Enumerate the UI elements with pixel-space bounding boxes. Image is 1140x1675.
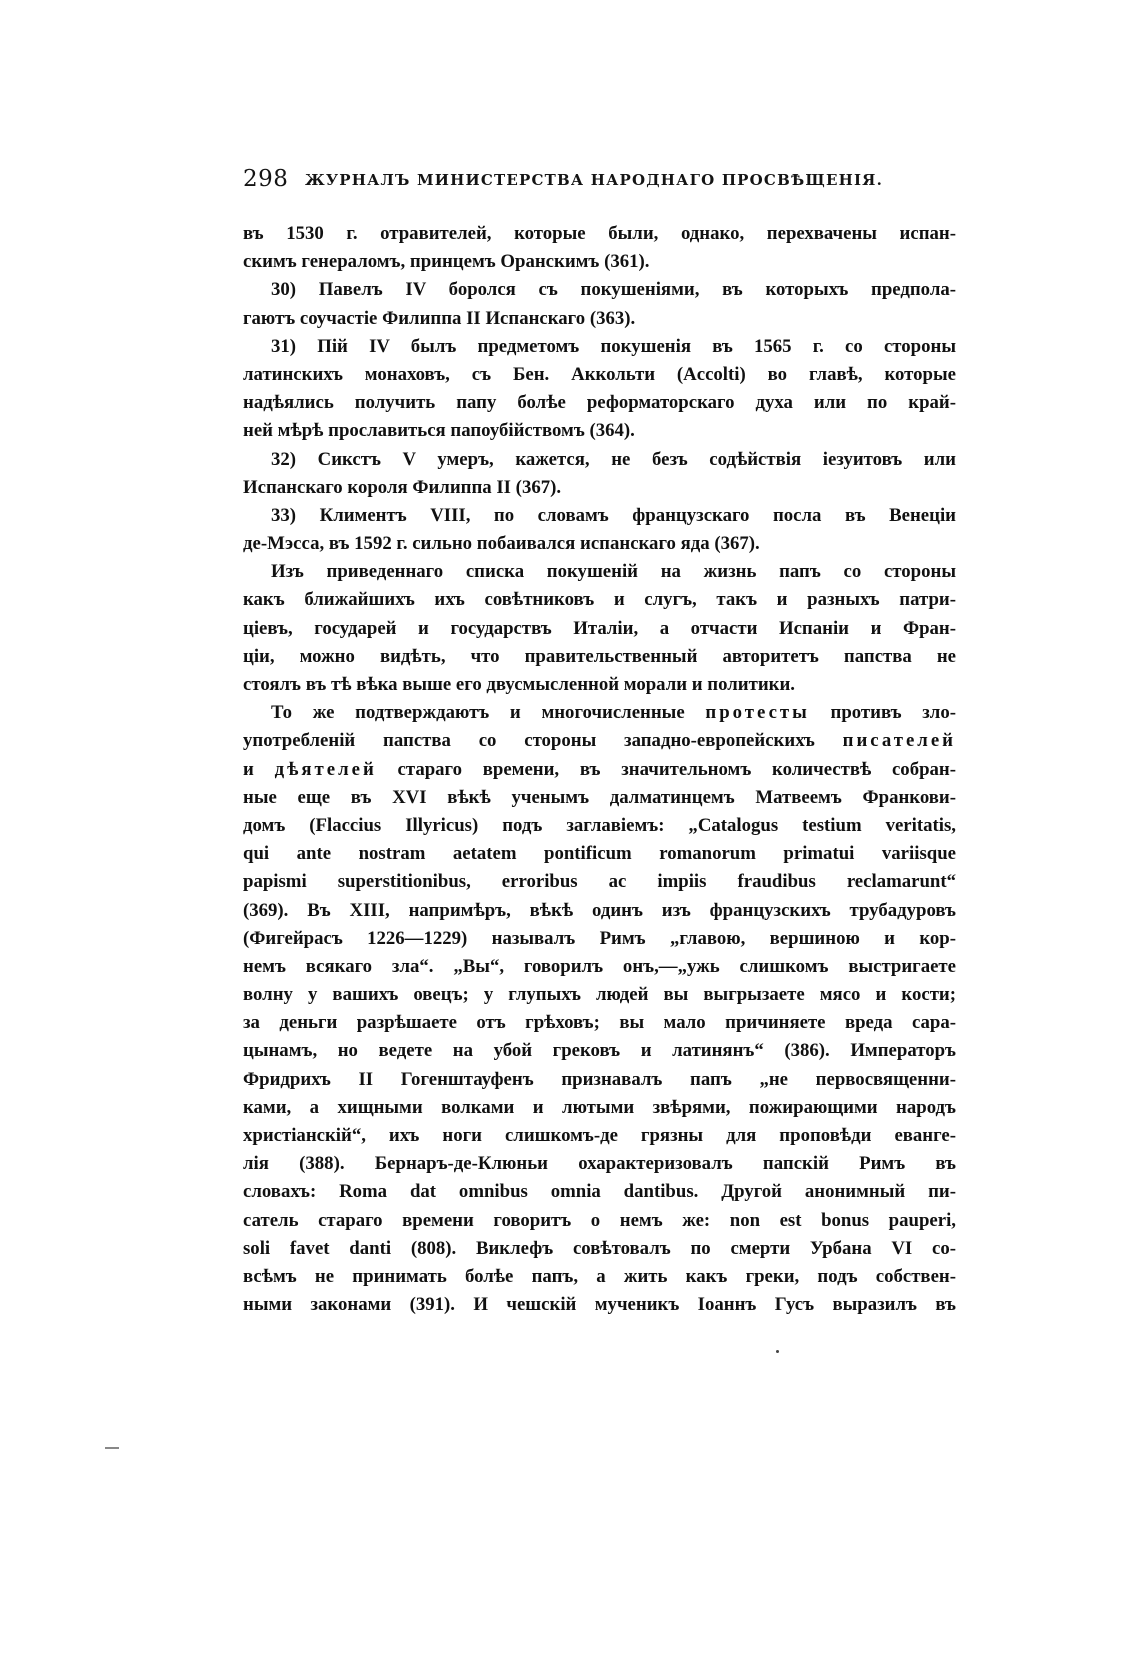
text-line: soli favet danti (808). Виклефъ совѣтовалъ по смерти Урбана VI со- bbox=[243, 1237, 956, 1259]
text-line: христіанскій“, ихъ ноги слишкомъ-де грязны для проповѣди еванге- bbox=[243, 1125, 956, 1146]
text-line: 33) Климентъ VIII, по словамъ французскаго посла въ Венеціи bbox=[271, 504, 956, 526]
text-segment: стараго времени, въ значительномъ количествѣ собран- bbox=[397, 758, 956, 780]
running-title: ЖУРНАЛЪ МИНИСТЕРСТВА НАРОДНАГО ПРОСВѢЩЕНІЯ. bbox=[305, 171, 884, 189]
text-line: ней мѣрѣ прославиться папоубійствомъ (364). bbox=[243, 420, 635, 442]
text-line: стоялъ въ тѣ вѣка выше его двусмысленной морали и политики. bbox=[243, 674, 795, 695]
text-line: домъ (Flaccius Illyricus) подъ заглавіемъ: „Catalogus testium veritatis, bbox=[243, 814, 956, 836]
spaced-emphasis: писателей bbox=[842, 730, 956, 752]
text-line: всѣмъ не принимать болѣе папъ, а жить какъ греки, подъ собствен- bbox=[243, 1265, 956, 1287]
text-line: papismi superstitionibus, erroribus ac impiis fraudibus reclamarunt“ bbox=[243, 871, 956, 893]
text-line: Фридрихъ II Гогенштауфенъ признавалъ папъ „не первосвященни- bbox=[243, 1068, 956, 1090]
text-line: лія (388). Бернаръ-де-Клюньи охарактеризовалъ папскій Римъ въ bbox=[243, 1153, 956, 1175]
text-line: 31) Пій IV былъ предметомъ покушенія въ 1565 г. со стороны bbox=[271, 335, 956, 357]
text-segment: То же подтверждаютъ и многочисленные bbox=[271, 702, 685, 724]
running-header bbox=[243, 166, 883, 198]
text-line: де-Мэсса, въ 1592 г. сильно побаивался испанскаго яда (367). bbox=[243, 533, 760, 555]
text-line: ціи, можно видѣть, что правительственный авторитетъ папства не bbox=[243, 645, 956, 667]
body-text bbox=[243, 220, 956, 1319]
text-line: цынамъ, но ведете на убой грековъ и латинянъ“ (386). Императоръ bbox=[243, 1040, 956, 1062]
text-line bbox=[243, 699, 956, 727]
text-line: ками, а хищными волками и лютыми звѣрями, пожирающими народъ bbox=[243, 1096, 956, 1118]
text-segment: употребленій папства со стороны западно-европейскихъ bbox=[243, 730, 815, 752]
spaced-emphasis: протесты bbox=[705, 702, 810, 724]
text-line: латинскихъ монаховъ, съ Бен. Аккольти (Accolti) во главѣ, которые bbox=[243, 363, 956, 385]
text-line: гаютъ соучастіе Филиппа II Испанскаго (363). bbox=[243, 307, 636, 329]
text-line: въ 1530 г. отравителей, которые были, однако, перехвачены испан- bbox=[243, 223, 956, 244]
scan-mark bbox=[105, 1447, 119, 1449]
text-segment: противъ зло- bbox=[830, 702, 956, 724]
text-line: (Фигейрасъ 1226—1229) называлъ Римъ „главою, вершиною и кор- bbox=[243, 927, 956, 949]
text-line: Изъ приведеннаго списка покушеній на жизнь папъ со стороны bbox=[271, 561, 956, 583]
text-line: сатель стараго времени говоритъ о немъ же: non est bonus pauperi, bbox=[243, 1209, 956, 1231]
text-line bbox=[243, 727, 956, 755]
text-line: ные еще въ XVI вѣкѣ ученымъ далматинцемъ Матвеемъ Франкови- bbox=[243, 786, 956, 808]
text-line: ціевъ, государей и государствъ Италіи, а отчасти Испаніи и Фран- bbox=[243, 617, 956, 639]
text-line: немъ всякаго зла“. „Вы“, говорилъ онъ,—„ужь слишкомъ выстригаете bbox=[243, 955, 956, 977]
text-segment: и bbox=[243, 758, 254, 780]
text-line: qui ante nostram aetatem pontificum romanorum primatui variisque bbox=[243, 843, 956, 865]
text-line: Испанскаго короля Филиппа II (367). bbox=[243, 476, 562, 498]
text-line: словахъ: Roma dat omnibus omnia dantibus. Другой анонимный пи- bbox=[243, 1181, 956, 1203]
text-line: надѣялись получить папу болѣе реформаторскаго духа или по край- bbox=[243, 392, 956, 414]
scan-speck bbox=[776, 1350, 779, 1353]
text-line bbox=[243, 756, 956, 784]
spaced-emphasis: дѣятелей bbox=[274, 758, 377, 780]
text-line: 32) Сикстъ V умеръ, кажется, не безъ содѣйствія іезуитовъ или bbox=[271, 448, 956, 470]
page-number: 298 bbox=[243, 166, 289, 192]
text-line: волну у вашихъ овецъ; у глупыхъ людей вы выгрызаете мясо и кости; bbox=[243, 984, 956, 1006]
text-line: 30) Павелъ IV боролся съ покушеніями, въ которыхъ предпола- bbox=[271, 279, 956, 301]
text-line: (369). Въ XIII, напримѣръ, вѣкѣ одинъ изъ французскихъ трубадуровъ bbox=[243, 899, 956, 921]
text-line: за деньги разрѣшаете отъ грѣховъ; вы мало причиняете вреда сара- bbox=[243, 1012, 956, 1034]
text-line: скимъ генераломъ, принцемъ Оранскимъ (361). bbox=[243, 251, 650, 273]
text-line: какъ ближайшихъ ихъ совѣтниковъ и слугъ, такъ и разныхъ патри- bbox=[243, 589, 956, 611]
text-line: ными законами (391). И чешскій мученикъ Іоаннъ Гусъ выразилъ въ bbox=[243, 1294, 956, 1316]
